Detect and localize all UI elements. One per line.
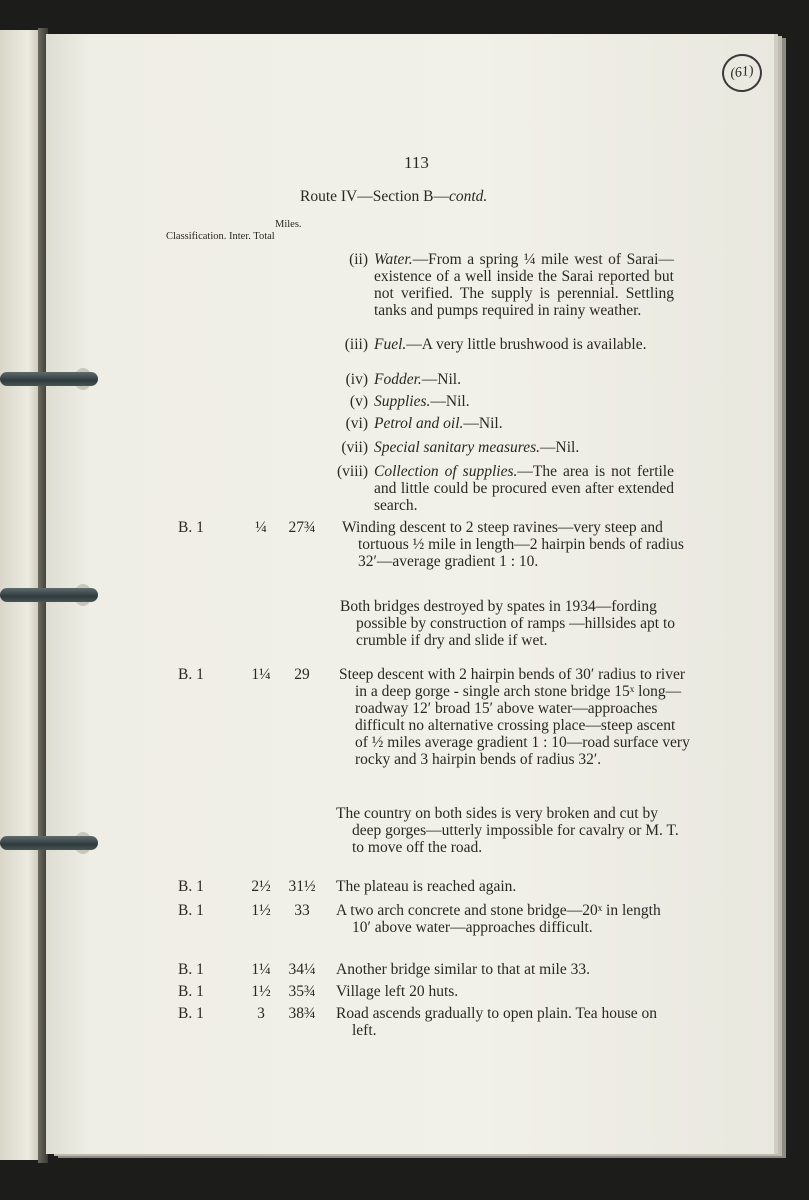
item-text xyxy=(374,371,674,388)
description-cell: Another bridge similar to that at mile 33. xyxy=(336,961,590,978)
total-miles-cell: 38¾ xyxy=(288,1005,316,1022)
item-number: (iv) xyxy=(345,371,368,388)
description-cell: Winding descent to 2 steep ravines—very steep and tortuous ½ mile in length—2 hairpin bends of radius 32′—average gradient 1 : 10. xyxy=(342,519,684,570)
total-miles-cell: 27¾ xyxy=(288,519,316,536)
item-text xyxy=(374,393,674,410)
column-header-miles: Miles. xyxy=(275,219,302,230)
total-miles-cell: 31½ xyxy=(288,878,316,895)
item-text xyxy=(374,463,674,514)
item-body: —From a spring ¼ mile west of Sarai—existence of a well inside the Sarai reported but not verified. The supply is perennial. Settling tanks and pumps required in rainy weather. xyxy=(374,251,674,319)
classification-cell: B. 1 xyxy=(178,1005,204,1022)
inter-miles-cell: 1½ xyxy=(251,983,271,1000)
inter-miles-cell: 1¼ xyxy=(251,666,271,683)
item-title: Fodder. xyxy=(374,371,422,388)
binding-cord xyxy=(0,836,98,850)
item-number: (viii) xyxy=(337,463,368,480)
total-miles-cell: 33 xyxy=(294,902,310,919)
item-body: —The area is not fertile and little could be procured even after extended search. xyxy=(374,463,674,514)
heading-main: Route IV—Section B— xyxy=(300,188,449,205)
item-text xyxy=(374,439,674,456)
folio-mark: (61) xyxy=(720,51,765,94)
item-body: —Nil. xyxy=(540,439,580,456)
item-text xyxy=(374,415,674,432)
item-number: (ii) xyxy=(349,251,368,268)
description-cell: A two arch concrete and stone bridge—20ˣ in length 10′ above water—approaches difficult. xyxy=(336,902,661,936)
item-text xyxy=(374,251,674,319)
binding-cord xyxy=(0,372,98,386)
item-number: (vi) xyxy=(345,415,368,432)
page-number: 113 xyxy=(404,153,429,172)
item-title: Water. xyxy=(374,251,413,268)
description-cell: The plateau is reached again. xyxy=(336,878,517,895)
classification-cell: B. 1 xyxy=(178,902,204,919)
inter-miles-cell: 1½ xyxy=(251,902,271,919)
classification-cell: B. 1 xyxy=(178,666,204,683)
description-cell: The country on both sides is very broken and cut by deep gorges—utterly impossible for cavalry or M. T. to move off the road. xyxy=(336,805,679,856)
total-miles-cell: 29 xyxy=(294,666,310,683)
binding-cord xyxy=(0,588,98,602)
item-body: —A very little brushwood is available. xyxy=(406,336,647,353)
item-title: Supplies. xyxy=(374,393,431,410)
total-miles-cell: 35¾ xyxy=(288,983,316,1000)
item-number: (iii) xyxy=(344,336,368,353)
page-heading xyxy=(300,188,487,205)
description-cell: Village left 20 huts. xyxy=(336,983,459,1000)
description-cell: Road ascends gradually to open plain. Tea house on left. xyxy=(336,1005,658,1039)
description-cell: Steep descent with 2 hairpin bends of 30′ radius to river in a deep gorge - single arch stone bridge 15ˣ long—roadway 12′ broad 15′ above water—approaches difficult no alternative crossing place—steep ascent of ½ miles average gradient 1 : 10—road surface very rocky and 3 hairpin bends of radius 32′. xyxy=(339,666,690,768)
total-miles-cell: 34¼ xyxy=(288,961,316,978)
classification-cell: B. 1 xyxy=(178,983,204,1000)
heading-italic: contd. xyxy=(448,188,488,205)
inter-miles-cell: 2½ xyxy=(251,878,271,895)
classification-cell: B. 1 xyxy=(178,878,204,895)
classification-cell: B. 1 xyxy=(178,961,204,978)
item-body: —Nil. xyxy=(421,371,461,388)
item-text xyxy=(374,336,674,353)
item-title: Petrol and oil. xyxy=(374,415,464,432)
item-body: —Nil. xyxy=(430,393,470,410)
inter-miles-cell: 1¼ xyxy=(251,961,271,978)
item-title: Special sanitary measures. xyxy=(374,439,541,456)
classification-cell: B. 1 xyxy=(178,519,204,536)
inter-miles-cell: ¼ xyxy=(255,519,267,536)
item-body: —Nil. xyxy=(463,415,503,432)
item-title: Fuel. xyxy=(374,336,407,353)
item-number: (vii) xyxy=(341,439,368,456)
item-title: Collection of supplies. xyxy=(374,463,518,480)
description-cell: Both bridges destroyed by spates in 1934—fording possible by construction of ramps —hillsides apt to crumble if dry and slide if wet. xyxy=(340,598,676,649)
item-number: (v) xyxy=(349,393,368,410)
inter-miles-cell: 3 xyxy=(257,1005,265,1022)
column-headers: Classification. Inter. Total xyxy=(166,231,275,242)
